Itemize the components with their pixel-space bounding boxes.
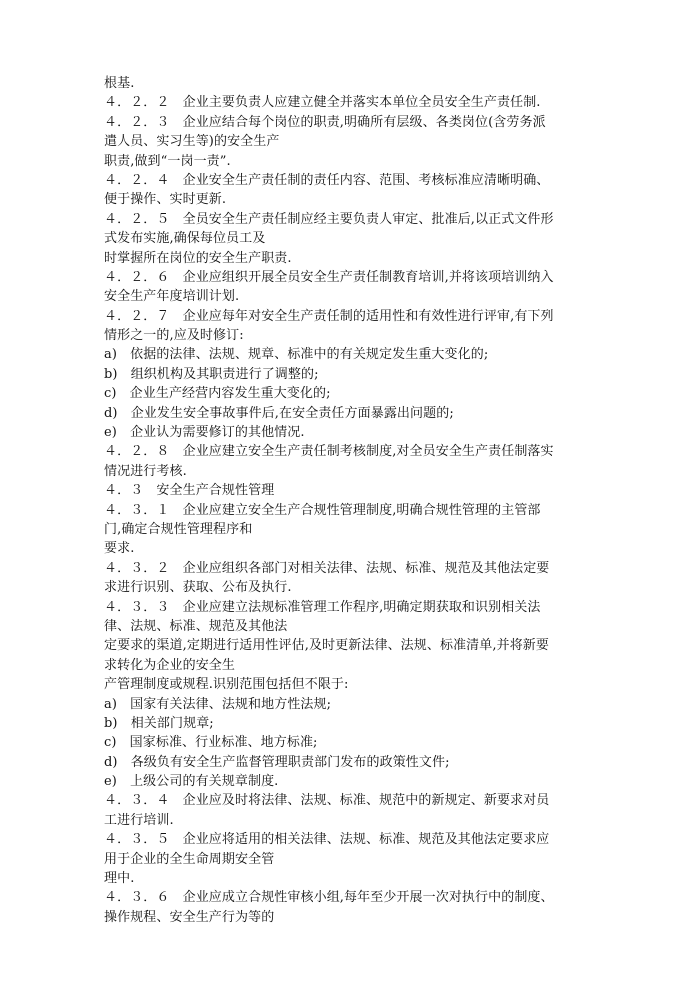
clause-4-2-5: ４．２．５ 全员安全生产责任制应经主要负责人审定、批准后,以正式文件形 bbox=[104, 211, 554, 227]
text-line: 式发布实施,确保每位员工及 bbox=[104, 231, 266, 247]
list-item-d: d) 企业发生安全事故事件后,在安全责任方面暴露出问题的; bbox=[104, 405, 454, 421]
text-line: 根基. bbox=[104, 76, 135, 91]
list-item-e: e) 企业认为需要修订的其他情况. bbox=[104, 425, 305, 441]
text-line: 情形之一的,应及时修订: bbox=[104, 328, 244, 344]
list-item-b: b) 组织机构及其职责进行了调整的; bbox=[104, 366, 319, 382]
text-line: 遣人员、实习生等)的安全生产 bbox=[104, 134, 280, 150]
clause-4-2-8: ４．２．８ 企业应建立安全生产责任制考核制度,对全员安全生产责任制落实 bbox=[104, 444, 554, 460]
clause-4-2-2: ４．２．２ 企业主要负责人应建立健全并落实本单位全员安全生产责任制. bbox=[104, 95, 541, 111]
text-line: 求转化为企业的安全生 bbox=[104, 657, 236, 673]
text-line: 职责,做到“一岗一责”. bbox=[104, 153, 231, 169]
clause-4-2-3: ４．２．３ 企业应结合每个岗位的职责,明确所有层级、各类岗位(含劳务派 bbox=[104, 114, 546, 130]
text-line: 求进行识别、获取、公布及执行. bbox=[104, 580, 292, 596]
list-item-c: c) 企业生产经营内容发生重大变化的; bbox=[104, 386, 331, 402]
text-line: 用于企业的全生命周期安全管 bbox=[104, 851, 275, 867]
text-line: 要求. bbox=[104, 541, 135, 557]
text-line: 理中. bbox=[104, 871, 135, 887]
text-line: 产管理制度或规程.识别范围包括但不限于: bbox=[104, 677, 349, 693]
list-item-a: a) 依据的法律、法规、规章、标准中的有关规定发生重大变化的; bbox=[104, 347, 489, 363]
section-heading-4-3: ４．３ 安全生产合规性管理 bbox=[104, 483, 275, 499]
clause-4-2-4: ４．２．４ 企业安全生产责任制的责任内容、范围、考核标准应清晰明确、 bbox=[104, 172, 550, 188]
list-item-b: b) 相关部门规章; bbox=[104, 715, 214, 731]
clause-4-3-6: ４．３．６ 企业应成立合规性审核小组,每年至少开展一次对执行中的制度、 bbox=[104, 890, 554, 906]
list-item-a: a) 国家有关法律、法规和地方性法规; bbox=[104, 696, 332, 712]
clause-4-2-6: ４．２．６ 企业应组织开展全员安全生产责任制教育培训,并将该项培训纳入 bbox=[104, 269, 554, 285]
list-item-e: e) 上级公司的有关规章制度. bbox=[104, 774, 279, 790]
text-line: 安全生产年度培训计划. bbox=[104, 289, 240, 305]
list-item-d: d) 各级负有安全生产监督管理职责部门发布的政策性文件; bbox=[104, 754, 450, 770]
text-line: 门,确定合规性管理程序和 bbox=[104, 521, 253, 537]
clause-4-3-5: ４．３．５ 企业应将适用的相关法律、法规、标准、规范及其他法定要求应 bbox=[104, 832, 550, 848]
clause-4-2-7: ４．２．７ 企业应每年对安全生产责任制的适用性和有效性进行评审,有下列 bbox=[104, 308, 554, 324]
text-line: 情况进行考核. bbox=[104, 463, 187, 479]
clause-4-3-4: ４．３．４ 企业应及时将法律、法规、标准、规范中的新规定、新要求对员 bbox=[104, 793, 550, 809]
list-item-c: c) 国家标准、行业标准、地方标准; bbox=[104, 735, 318, 751]
clause-4-3-2: ４．３．２ 企业应组织各部门对相关法律、法规、标准、规范及其他法定要 bbox=[104, 560, 550, 576]
text-line: 便于操作、实时更新. bbox=[104, 192, 227, 208]
clause-4-3-1: ４．３．１ 企业应建立安全生产合规性管理制度,明确合规性管理的主管部 bbox=[104, 502, 541, 518]
text-line: 操作规程、安全生产行为等的 bbox=[104, 909, 275, 925]
text-line: 定要求的渠道,定期进行适用性评估,及时更新法律、法规、标准清单,并将新要 bbox=[104, 638, 549, 654]
text-line: 律、法规、标准、规范及其他法 bbox=[104, 618, 288, 634]
text-line: 时掌握所在岗位的安全生产职责. bbox=[104, 250, 292, 266]
clause-4-3-3: ４．３．３ 企业应建立法规标准管理工作程序,明确定期获取和识别相关法 bbox=[104, 599, 541, 615]
text-line: 工进行培训. bbox=[104, 812, 174, 828]
